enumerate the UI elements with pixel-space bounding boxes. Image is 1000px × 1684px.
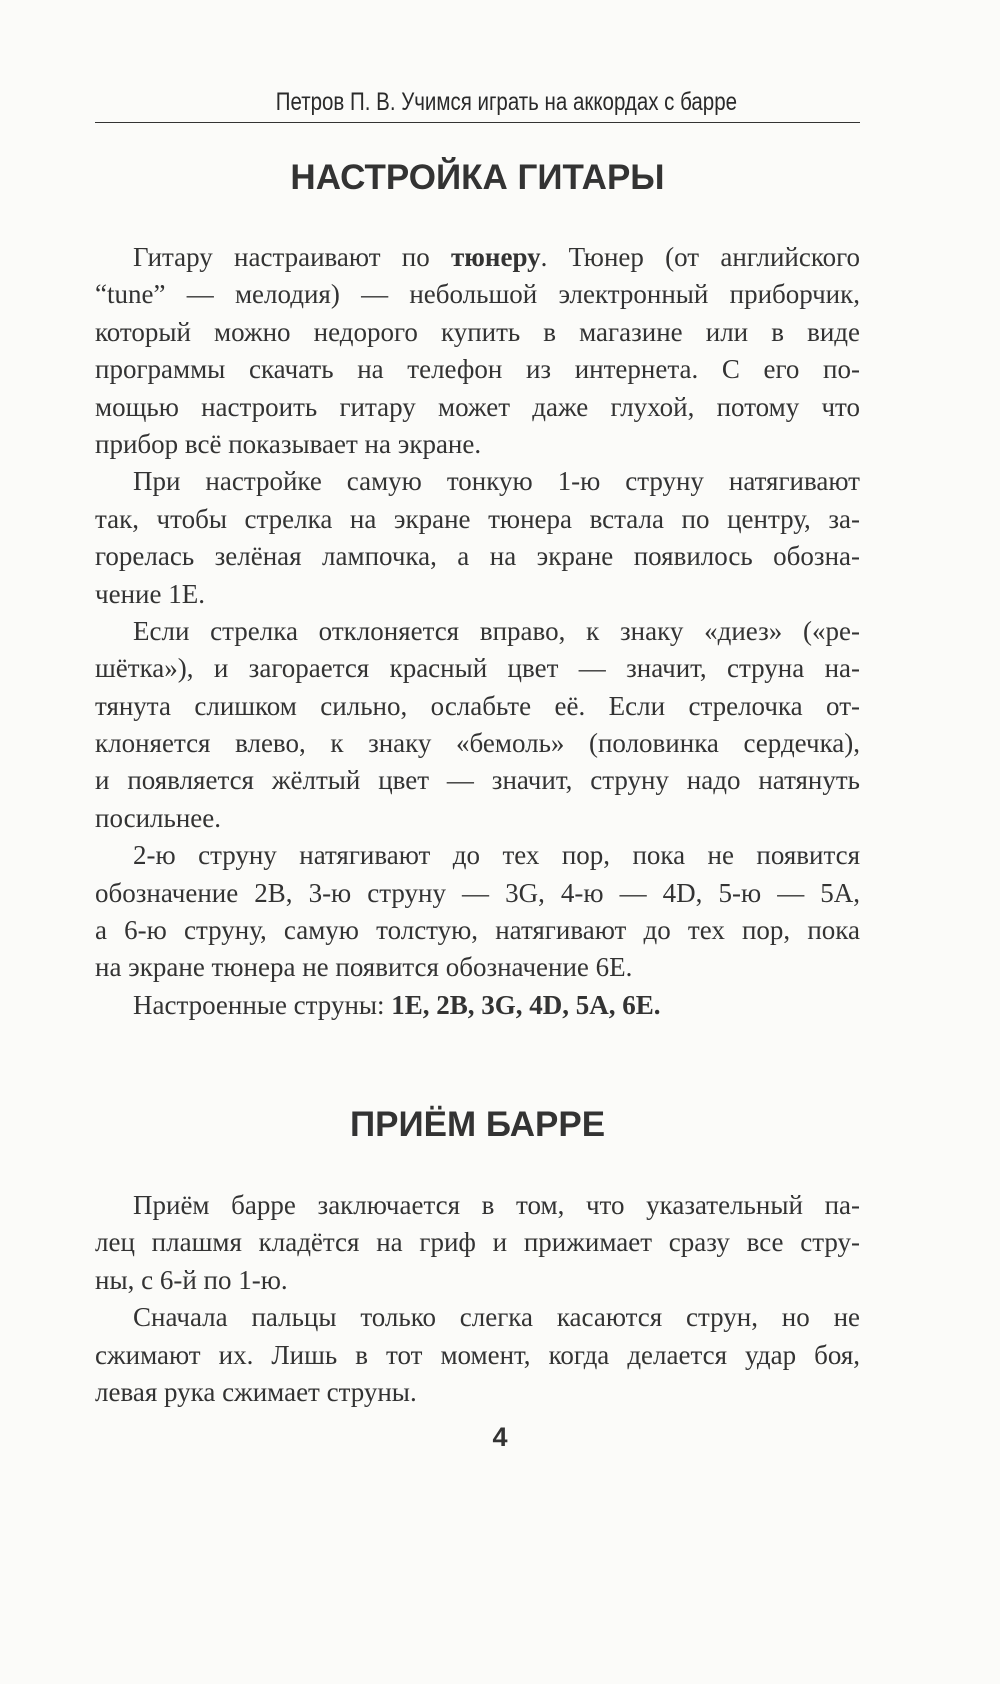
text-run: а 6-ю струну, самую толстую, натягивают до тех пор, пока (95, 915, 860, 946)
text-run: Приём барре заключается в том, что указательный па- (133, 1190, 860, 1220)
page-number: 4 (492, 1422, 508, 1452)
text-run: Настроенные струны: (133, 989, 392, 1020)
text-line (95, 949, 860, 986)
text-run: Сначала пальцы только слегка касаются струн, но не (133, 1302, 860, 1333)
text-line (95, 426, 860, 463)
text-run: на экране тюнера не появится обозначение 6Е. (95, 952, 633, 983)
text-line (95, 837, 860, 874)
text-run: так, чтобы стрелка на экране тюнера встала по центру, за- (95, 503, 860, 534)
text-run: горелась зелёная лампочка, а на экране появилось обозна- (95, 541, 860, 572)
text-line (95, 389, 860, 426)
text-line (95, 613, 860, 650)
text-line (95, 688, 860, 725)
text-run: прибор всё показывает на экране. (95, 428, 482, 459)
text-run: При настройке самую тонкую 1-ю струну натягивают (133, 466, 860, 497)
text-line (95, 463, 860, 500)
paragraph (95, 239, 860, 463)
paragraph (95, 463, 860, 613)
text-run: Если стрелка отклоняется вправо, к знаку «диез» («ре- (133, 615, 860, 646)
paragraph (95, 1187, 860, 1299)
paragraph (95, 613, 860, 837)
text-run: мощью настроить гитару может даже глухой, потому что (95, 391, 860, 422)
text-line (95, 276, 860, 313)
section-heading-barre: ПРИЁМ БАРРЕ (349, 1105, 606, 1144)
running-head: Петров П. В. Учимся играть на аккордах с барре (275, 88, 737, 116)
text-run: сжимают их. Лишь в тот момент, когда делается удар боя, (95, 1339, 860, 1370)
text-line (95, 1337, 860, 1374)
text-line (95, 912, 860, 949)
header-rule (95, 122, 860, 123)
text-run: чение 1Е. (95, 578, 205, 609)
text-run: шётка»), и загорается красный цвет — значит, струна на- (95, 653, 860, 684)
text-line (95, 762, 860, 799)
text-run: тянута слишком сильно, ослабьте её. Если стрелочка от- (95, 690, 860, 721)
text-run: . Тюнер (от английского (540, 242, 860, 272)
text-line (95, 800, 860, 837)
text-run: обозначение 2В, 3-ю струну — 3G, 4-ю — 4D, 5-ю — 5А, (95, 877, 860, 908)
text-run: который можно недорого купить в магазине или в виде (95, 316, 860, 347)
text-line (95, 351, 860, 388)
text-run: и появляется жёлтый цвет — значит, струну надо натянуть (95, 765, 860, 796)
text-line (95, 314, 860, 351)
text-run: посильнее. (95, 802, 222, 833)
text-line (95, 576, 860, 613)
text-line (95, 1224, 860, 1261)
text-run: ны, с 6-й по 1-ю. (95, 1264, 288, 1295)
text-line (95, 650, 860, 687)
bold-text: 1E, 2B, 3G, 4D, 5A, 6E. (391, 989, 661, 1020)
text-line (95, 239, 860, 276)
text-line (95, 1187, 860, 1224)
text-line (95, 875, 860, 912)
text-run: клоняется влево, к знаку «бемоль» (половинка сердечка), (95, 728, 860, 759)
text-line (95, 1299, 860, 1336)
section-body-tuning (95, 239, 860, 1024)
bold-text: тюнеру (451, 242, 541, 272)
text-line (95, 987, 860, 1024)
text-line (95, 725, 860, 762)
paragraph (95, 837, 860, 987)
text-run: программы скачать на телефон из интернета. С его по- (95, 354, 860, 385)
text-run: 2-ю струну натягивают до тех пор, пока не появится (133, 840, 860, 871)
text-line (95, 1262, 860, 1299)
text-line (95, 1374, 860, 1411)
paragraph (95, 987, 860, 1024)
section-body-barre (95, 1187, 860, 1411)
text-line (95, 538, 860, 575)
text-run: “tune” — мелодия) — небольшой электронный приборчик, (95, 279, 860, 310)
text-run: лец плашмя кладётся на гриф и прижимает сразу все стру- (95, 1227, 860, 1258)
text-run: Гитару настраивают по (133, 242, 452, 272)
paragraph (95, 1299, 860, 1411)
section-heading-tuning: НАСТРОЙКА ГИТАРЫ (290, 158, 665, 197)
text-line (95, 501, 860, 538)
text-run: левая рука сжимает струны. (95, 1376, 417, 1407)
